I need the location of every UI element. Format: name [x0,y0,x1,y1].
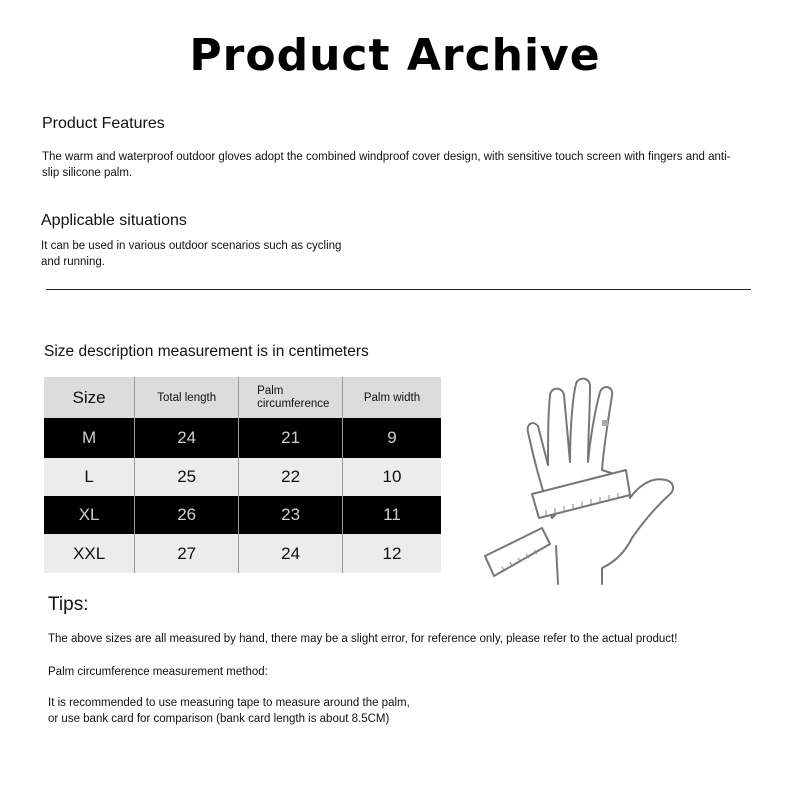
header-palm-width: Palm width [342,377,441,418]
situations-heading: Applicable situations [41,212,187,229]
size-table [44,377,441,573]
cell-palm-width: 11 [342,496,441,534]
method-line-1: It is recommended to use measuring tape to measure around the palm, [48,697,410,709]
wrist-tape [485,528,550,576]
cell-palm-width: 9 [342,418,441,458]
method-line-2: or use bank card for comparison (bank card length is about 8.5CM) [48,713,390,725]
header-total-length: Total length [135,377,239,418]
hand-measurement-illustration [480,370,700,590]
cell-palm-circumference: 24 [239,534,343,573]
palm-tape [532,470,630,518]
table-row [44,496,441,534]
header-size: Size [44,377,135,418]
size-table-header [44,377,441,418]
features-text: The warm and waterproof outdoor gloves adopt the combined windproof cover design, with sensitive touch screen with fingers and anti-slip silicone palm. [42,151,731,179]
features-heading: Product Features [42,115,165,132]
cell-size: XL [44,496,135,534]
finger-glove-patch [602,420,608,426]
cell-size: L [44,458,135,496]
header-palm-circumference-line-2: circumference [257,397,330,410]
cell-size: XXL [44,534,135,573]
cell-palm-circumference: 22 [239,458,343,496]
table-row [44,458,441,496]
cell-palm-width: 12 [342,534,441,573]
cell-palm-circumference: 23 [239,496,343,534]
cell-total-length: 24 [135,418,239,458]
size-section-heading: Size description measurement is in centimeters [44,343,369,360]
cell-total-length: 25 [135,458,239,496]
cell-palm-circumference: 21 [239,418,343,458]
tips-note: The above sizes are all measured by hand, there may be a slight error, for reference only, please refer to the actual product! [48,633,678,645]
situations-line-1: It can be used in various outdoor scenarios such as cycling [41,240,342,252]
table-row [44,534,441,573]
table-row [44,418,441,458]
cell-size: M [44,418,135,458]
page-title: Product Archive [189,30,601,81]
tips-heading: Tips: [48,594,89,615]
cell-total-length: 27 [135,534,239,573]
situations-line-2: and running. [41,256,105,268]
wrist-line [556,546,558,584]
header-palm-circumference [239,377,343,418]
header-palm-circumference-line-1: Palm [257,384,284,397]
cell-total-length: 26 [135,496,239,534]
cell-palm-width: 10 [342,458,441,496]
method-heading: Palm circumference measurement method: [48,666,268,678]
section-divider [46,289,751,290]
